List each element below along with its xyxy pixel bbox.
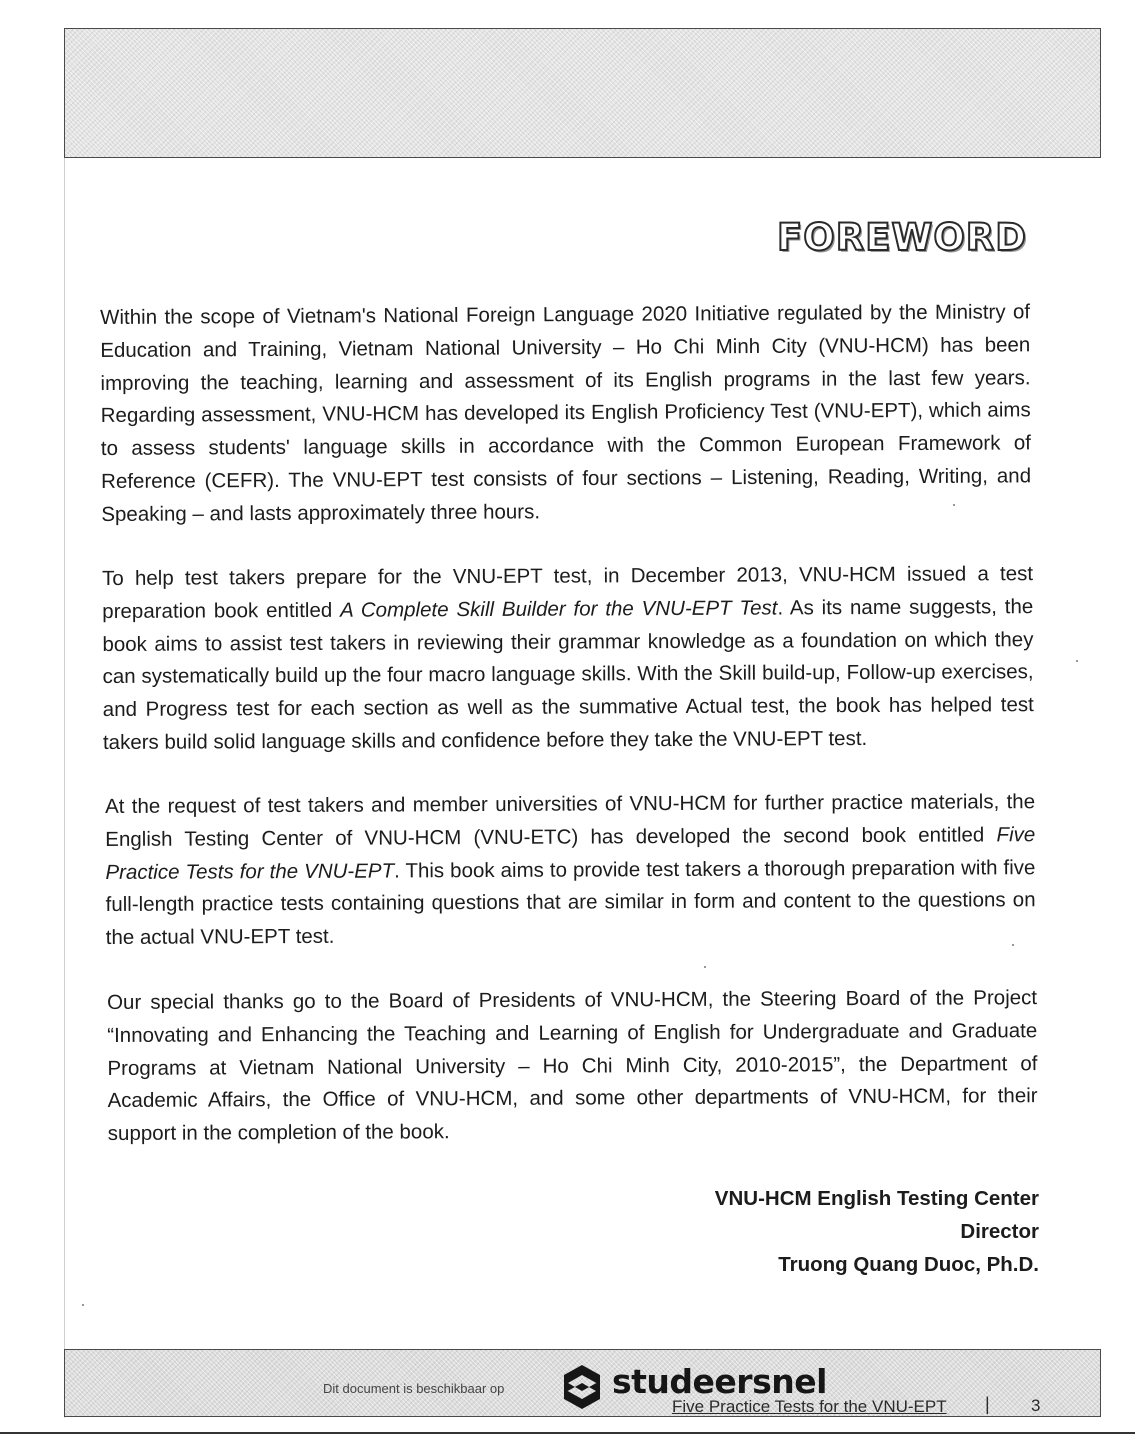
page-title: FOREWORD (777, 216, 1027, 259)
scan-speck (704, 966, 706, 968)
paragraph-text: To help test takers prepare for the VNU-EPT test, in December 2013, VNU-HCM issued a test preparation book entitled (102, 562, 1034, 623)
footer-separator: | (985, 1394, 990, 1414)
signature-block (715, 1182, 1039, 1281)
paragraph-thanks: Our special thanks go to the Board of Presidents of VNU-HCM, the Steering Board of the Project “Innovating and Enhancing the Teaching and Learning of English for Undergraduate and Graduate Programs at Vietnam National University – Ho Chi Minh City, 2010-2015”, the Department of Academic Affairs, the Office of VNU-HCM, and some other departments of VNU-HCM, for their support in the completion of the book. (107, 986, 1038, 1146)
studeersnel-logo-icon[interactable] (560, 1362, 604, 1412)
scan-speck (1012, 944, 1014, 946)
paragraph-text: . As its name suggests, the book aims to assist test takers in reviewing their grammar knowledge as a foundation on which they can systematically build up the four macro language skills. With the Skill build-up, Follow-up exercises, and Progress test for each section as well as the summative Actual test, the book has helped test takers build solid language skills and confidence before they take the VNU-EPT test. (102, 594, 1034, 754)
paragraph-text: . This book aims to provide test takers a thorough preparation with five full-length practice tests containing questions that are similar in form and content to the questions on the actual VNU-EPT test. (105, 855, 1036, 950)
availability-note: Dit document is beschikbaar op (323, 1381, 505, 1396)
scan-edge-line (64, 28, 65, 1418)
paragraph-second-book (105, 786, 1036, 955)
paragraph-intro: Within the scope of Vietnam's National Foreign Language 2020 Initiative regulated by the Ministry of Education and Training, Vietnam National University – Ho Chi Minh City (VNU-HCM) has been improving the teaching, learning and assessment of its English programs in the last few years. Regarding assessment, VNU-HCM has developed its English Proficiency Test (VNU-EPT), which aims to assess students' language skills in accordance with the Common European Framework of Reference (CEFR). The VNU-EPT test consists of four sections – Listening, Reading, Writing, and Speaking – and lasts approximately three hours. (100, 300, 1032, 526)
bottom-rule (0, 1432, 1135, 1434)
book-title-italic: A Complete Skill Builder for the VNU-EPT Test (340, 596, 778, 622)
scan-speck (953, 504, 955, 506)
studeersnel-logo-text[interactable]: studeersnel (612, 1362, 827, 1401)
paragraph-text: At the request of test takers and member universities of VNU-HCM for further practice materials, the English Testing Center of VNU-HCM (VNU-ETC) has developed the second book entitled (105, 790, 1036, 851)
book-title-italic: Five Practice Tests for the VNU-EPT (105, 822, 1036, 884)
signature-name: Truong Quang Duoc, Ph.D. (778, 1253, 1039, 1276)
paragraph-first-book (102, 558, 1034, 760)
scan-speck (82, 1304, 84, 1306)
page-number: 3 (1031, 1396, 1041, 1415)
signature-role: Director (960, 1220, 1039, 1243)
header-band (64, 28, 1101, 158)
scan-speck (1076, 660, 1078, 662)
signature-org: VNU-HCM English Testing Center (714, 1187, 1039, 1210)
footer-book-title: Five Practice Tests for the VNU-EPT (672, 1397, 947, 1416)
